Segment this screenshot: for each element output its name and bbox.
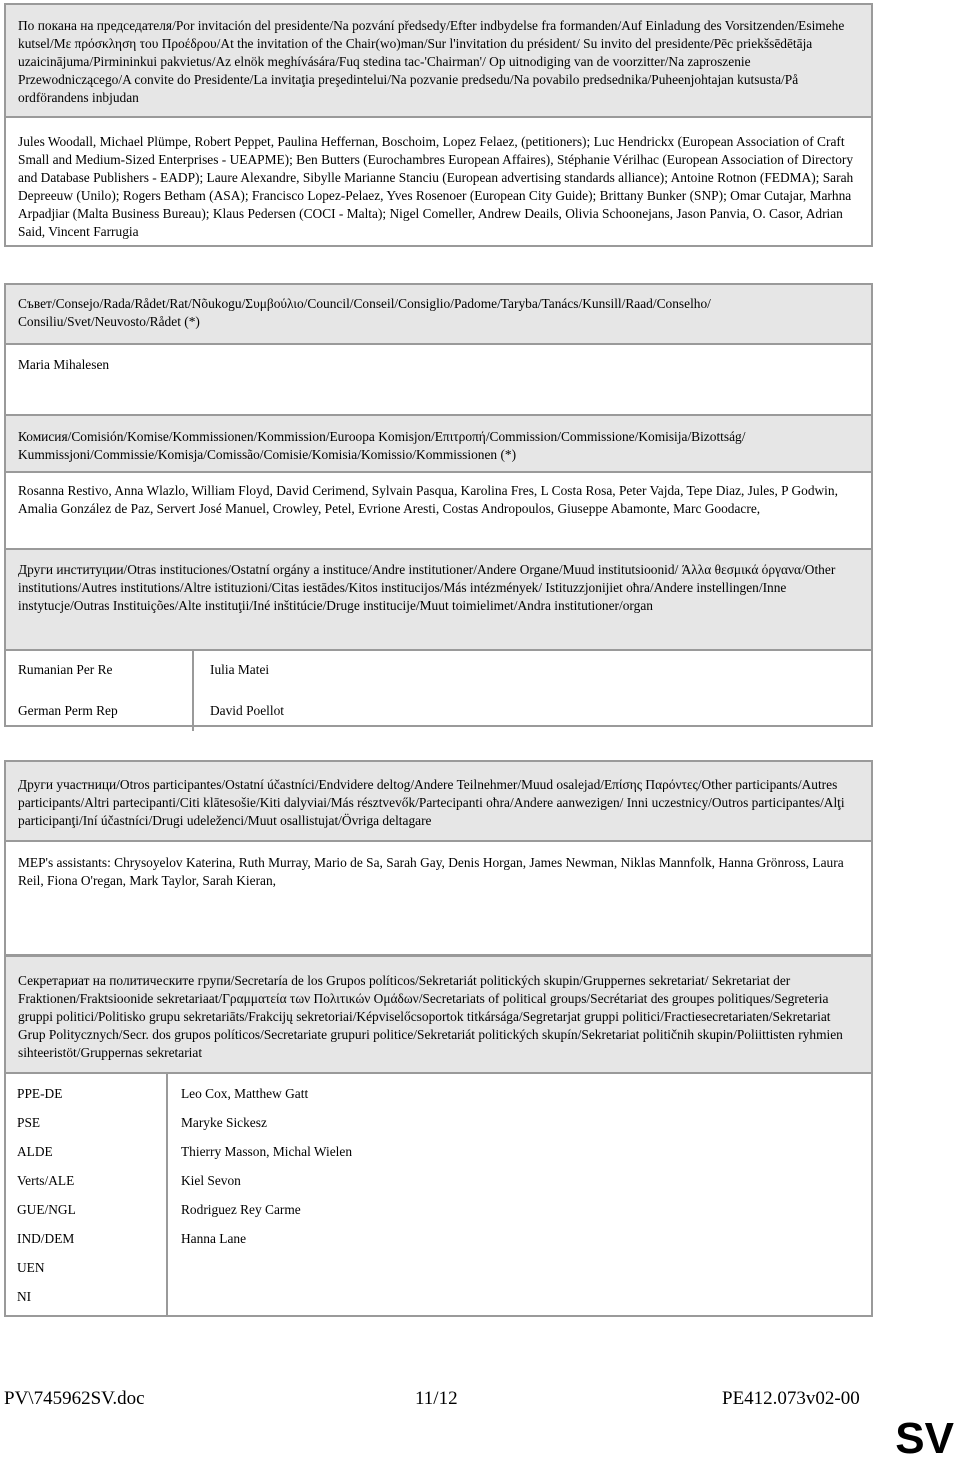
group-name: NI — [17, 1289, 32, 1304]
commission-attendees: Rosanna Restivo, Anna Wlazlo, William Floyd, David Cerimend, Sylvain Pasqua, Karolina Fres, L Costa Rosa, Peter Vajda, Tepe Diaz, Jules, P Godwin, Amalia González de Paz, Servert José Manuel, Crowley, Petel, Evrione Aresti, Costas Andropoulos, Giuseppe Abamonte, Marc Goodacre, — [18, 483, 838, 516]
secretariats-table — [6, 1072, 871, 1317]
group-staff: Rodriguez Rey Carme — [181, 1202, 301, 1217]
person-name: Iulia Matei — [210, 662, 270, 677]
group-name: UEN — [17, 1260, 45, 1275]
group-name: ALDE — [17, 1144, 53, 1159]
org-name: German Perm Rep — [18, 703, 118, 718]
org-name: Rumanian Per Re — [18, 662, 113, 677]
institutions-box — [4, 283, 873, 727]
secretariats-box — [4, 955, 873, 1317]
group-staff: Kiel Sevon — [181, 1173, 241, 1188]
group-staff: Hanna Lane — [181, 1231, 247, 1246]
page-footer — [0, 1388, 960, 1416]
person-name: David Poellot — [210, 703, 285, 718]
group-staff: Leo Cox, Matthew Gatt — [181, 1086, 309, 1101]
council-header: Съвет/Consejo/Rada/Rådet/Rat/Nõukogu/Συμβούλιο/Council/Conseil/Consiglio/Padome/Taryba/Tanács/Kunsill/Raad/Conselho/ Consiliu/Svet/Neuvosto/Rådet (*) — [6, 285, 871, 345]
group-staff: Thierry Masson, Michal Wielen — [181, 1144, 353, 1159]
other-participants-header: Други участници/Otros participantes/Ostatní účastníci/Endvidere deltog/Andere Teilnehmer/Muud osalejad/Επίσης Παρόντες/Other participants/Autres participants/Altri partecipanti/Citi klātesošie/Kiti dalyviai/Más résztvevők/Partecipanti oħra/Andere aanwezigen/ Inni uczestnicy/Outros participantes/Alţi participanţi/Iní účastníci/Drugi udeleženci/Muut osallistujat/Övriga deltagare — [6, 762, 871, 842]
group-staff: Maryke Sickesz — [181, 1115, 267, 1130]
pe-reference: PE412.073v02-00 — [722, 1388, 860, 1409]
invitation-header: По покана на председателя/Por invitación del presidente/Na pozvání předsedy/Efter indbydelse fra formanden/Auf Einladung des Vorsitzenden/Esimehe kutsel/Με πρόσκληση του Προέδρου/At the invitation of the Chair(wo)man/Sur l'invitation du président/ Su invito del presidente/Pēc priekšsēdētāja uzaicinājuma/Pirmininkui pakvietus/Az elnök meghívására/Fuq stedina tac-'Chairman'/ Op uitnodiging van de voorzitter/Na zaproszenie Przewodniczącego/A convite do Presidente/La invitaţia preşedintelui/Na pozvanie predsedu/Na povabilo predsednika/Puheenjohtajan kutsusta/På ordförandens inbjudan — [6, 5, 871, 118]
group-name: IND/DEM — [17, 1231, 75, 1246]
other-institutions-table — [6, 649, 871, 731]
other-participants-attendees: MEP's assistants: Chrysoyelov Katerina, Ruth Murray, Mario de Sa, Sarah Gay, Denis Horgan, James Newman, Niklas Mannfolk, Hanna Grönross, Laura Reil, Fiona O'regan, Mark Taylor, Sarah Kieran, — [18, 855, 844, 888]
secretariats-header: Секретариат на политическите групи/Secretaría de los Grupos políticos/Sekretariát politických skupin/Gruppernes sekretariat/ Sekretariat der Fraktionen/Fraktsioonide sekretariaat/Γραμματεία των Πολιτικών Ομάδων/Secretariats of political groups/Secrétariat des groupes politiques/Segreteria gruppi politici/Politisko grupu sekretariāts/Frakcijų sekretoriai/Képviselőcsoportok titkársága/Segretarjat gruppi politici/Fractiesecretariaten/Sekretariat Grup Politycznych/Secr. dos grupos políticos/Secretariate grupuri politice/Sekretariát politických skupín/Sekretariat političnih skupin/Poliittisten ryhmien sihteeristöt/Gruppernas sekretariat — [6, 957, 871, 1072]
other-institutions-header: Други институции/Otras instituciones/Ostatní orgány a instituce/Andre institutioner/Andere Organe/Muud institutsioonid/ Άλλα θεσμικά όργανα/Other institutions/Autres institutions/Altre istituzioni/Citas iestādes/Kitos institucijos/Más intézmények/ Istituzzjonijiet oħra/Andere instellingen/Inne instytucje/Outras Instituições/Alte instituţii/Iné inštitúcie/Druge institucije/Muut toimielimet/Andra institutioner/organ — [6, 548, 871, 649]
commission-header: Комисия/Comisión/Komise/Kommissionen/Kommission/Euroopa Komisjon/Επιτροπή/Commission/Commissione/Komisija/Bizottság/ Kummissjoni/Commissie/Komisja/Comissão/Comisie/Komisia/Komissio/Kommissionen (*) — [6, 414, 871, 473]
language-code: SV — [895, 1414, 954, 1463]
doc-reference: PV\745962SV.doc — [4, 1388, 145, 1409]
council-attendees: Maria Mihalesen — [18, 357, 110, 372]
group-name: Verts/ALE — [17, 1173, 75, 1188]
group-name: PPE-DE — [17, 1086, 63, 1101]
page-number: 11/12 — [415, 1388, 458, 1409]
invitation-box — [4, 3, 873, 247]
group-name: GUE/NGL — [17, 1202, 76, 1217]
group-name: PSE — [17, 1115, 41, 1130]
other-participants-box — [4, 760, 873, 956]
invitation-attendees: Jules Woodall, Michael Plümpe, Robert Peppet, Paulina Heffernan, Boschoim, Lopez Felaez, (petitioners); Luc Hendrickx (European Association of Craft Small and Medium-Sized Enterprises - UEAPME); Ben Butters (Eurochambres European Affaires), Stéphanie Vérilhac (European Association of Directory and Database Publishers - EADP); Laure Alexandre, Sibylle Marianne Stanciu (European advertising standards alliance); Antoine Rotnon (FEDMA); Sarah Depreeuw (Unilo); Rogers Betham (ASA); Francisco Lopez-Pelaez, Yves Rosenoer (European City Guide); Brittany Bunker (SNP); Omar Cutajar, Marhna Arpadjiar (Malta Business Bureau); Klaus Pedersen (COCI - Malta); Nigel Comeller, Andrew Deails, Olivia Schoonejans, Jason Panvia, O. Casor, Adrian Said, Vincent Farrugia — [18, 134, 854, 239]
